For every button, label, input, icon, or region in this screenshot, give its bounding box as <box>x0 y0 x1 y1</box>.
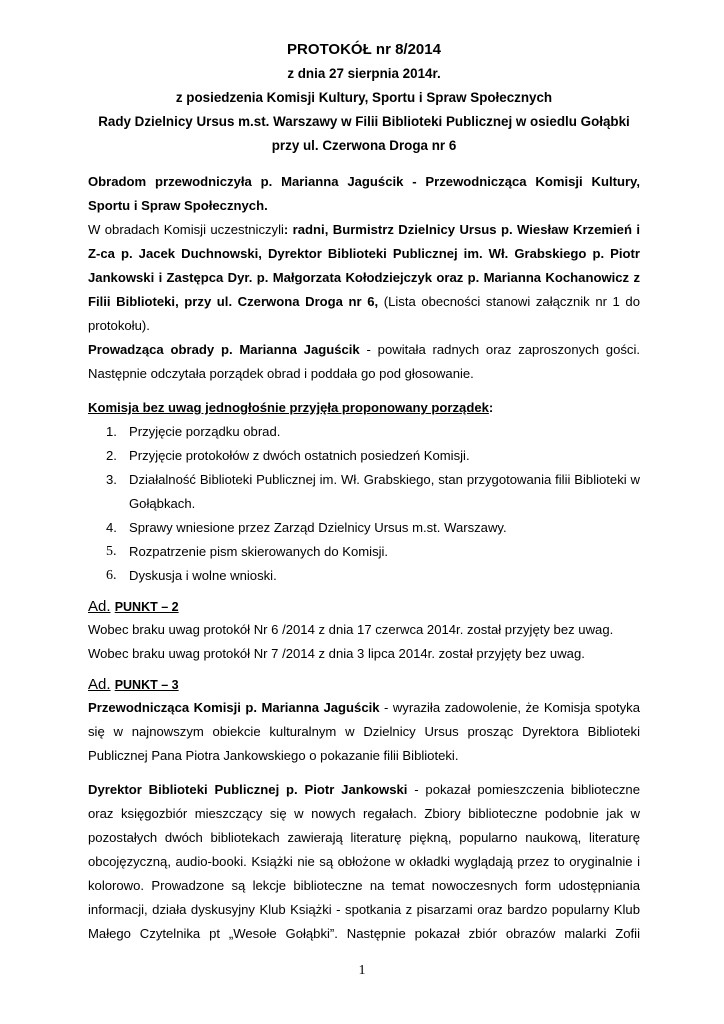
page-number: 1 <box>358 963 366 978</box>
participants-lead: W obradach Komisji uczestniczyli <box>88 222 284 237</box>
agenda-heading <box>88 396 640 420</box>
chair-paragraph: Obradom przewodniczyła p. Marianna Jaguścik - Przewodnicząca Komisji Kultury, Sportu i Spraw Społecznych. <box>88 174 640 213</box>
section-punkt-label: PUNKT – 2 <box>114 600 179 614</box>
punkt-2-line-1: Wobec braku uwag protokół Nr 6 /2014 z dnia 17 czerwca 2014r. został przyjęty bez uwag. <box>88 622 614 637</box>
chair-statement-text: - wyraziła zadowolenie, że Komisja spotyka się w najnowszym obiekcie kulturalnym w Dzielnicy Ursus prosząc Dyrektora Biblioteki Publicznej Pana Piotra Jankowskiego o pokazanie filii Biblioteki. <box>88 700 640 763</box>
section-ad-label: Ad. <box>88 598 111 615</box>
agenda-item <box>88 540 640 564</box>
chair-statement-paragraph <box>88 696 640 768</box>
section-heading-punkt-3 <box>88 674 640 696</box>
document-page <box>88 38 640 946</box>
punkt-2-line-2: Wobec braku uwag protokół Nr 7 /2014 z dnia 3 lipca 2014r. został przyjęty bez uwag. <box>88 646 585 661</box>
director-statement-paragraph <box>88 778 640 946</box>
agenda-item-text: Przyjęcie porządku obrad. <box>129 424 281 439</box>
agenda-item-number: 4. <box>106 520 117 535</box>
protocol-subtitle-1: z posiedzenia Komisji Kultury, Sportu i Spraw Społecznych <box>175 90 553 105</box>
agenda-item <box>88 516 640 540</box>
agenda-item-number: 1. <box>106 424 117 439</box>
protocol-title: PROTOKÓŁ nr 8/2014 <box>287 41 441 58</box>
participants-list: : radni, Burmistrz Dzielnicy Ursus p. Wiesław Krzemień i Z-ca p. Jacek Duchnowski, Dyrektor Biblioteki Publicznej im. Wł. Grabskiego p. Piotr Jankowski i Zastępca Dyr. p. Małgorzata Kołodziejczyk oraz p. Marianna Kochanowicz z Filii Biblioteki, przy ul. Czerwona Droga nr 6, <box>88 222 641 309</box>
participants-paragraph <box>88 218 640 338</box>
agenda-item <box>88 468 640 516</box>
agenda-item-text: Przyjęcie protokołów z dwóch ostatnich posiedzeń Komisji. <box>129 448 470 463</box>
agenda-item-text: Rozpatrzenie pism skierowanych do Komisji. <box>129 544 389 559</box>
agenda-item-text: Sprawy wniesione przez Zarząd Dzielnicy Ursus m.st. Warszawy. <box>129 520 507 535</box>
opening-paragraph <box>88 338 640 386</box>
agenda-list <box>88 420 640 588</box>
opening-lead: Prowadząca obrady p. Marianna Jaguścik <box>88 342 360 357</box>
protocol-subtitle-3: przy ul. Czerwona Droga nr 6 <box>271 138 457 153</box>
opening-text: - powitała radnych oraz zaproszonych gości. Następnie odczytała porządek obrad i poddała go pod głosowanie. <box>88 342 640 381</box>
agenda-heading-text: Komisja bez uwag jednogłośnie przyjęła proponowany porządek <box>88 400 489 415</box>
director-statement-text: - pokazał pomieszczenia biblioteczne oraz księgozbiór mieszczący się w nowych regałach. Zbiory biblioteczne podobnie jak w pozostałych dwóch bibliotekach zawierają literaturę piękną, popularno naukową, literaturę obcojęzyczną, audio-booki. Książki nie są obłożone w okładki wyglądają przez to oryginalnie i kolorowo. Prowadzone są lekcje biblioteczne na temat nowoczesnych form udostępniania informacji, działa dyskusyjny Klub Książki - spotkania z pisarzami oraz bardzo popularny Klub Małego Czytelnika pt „Wesołe Gołąbki”. Następnie pokazał zbiór obrazów malarki Zofii <box>88 782 640 941</box>
section-ad-label: Ad. <box>88 676 111 693</box>
protocol-date: z dnia 27 sierpnia 2014r. <box>287 66 441 81</box>
agenda-heading-colon: : <box>488 400 494 415</box>
agenda-item <box>88 420 640 444</box>
agenda-item-number: 2. <box>106 448 117 463</box>
section-punkt-label: PUNKT – 3 <box>114 678 179 692</box>
attendance-note: (Lista obecności stanowi załącznik nr 1 do protokołu). <box>88 294 640 333</box>
agenda-item <box>88 564 640 588</box>
agenda-item-text: Dyskusja i wolne wnioski. <box>129 568 277 583</box>
section-heading-punkt-2 <box>88 596 640 618</box>
agenda-item <box>88 444 640 468</box>
agenda-item-number: 5. <box>106 544 117 559</box>
director-statement-lead: Dyrektor Biblioteki Publicznej p. Piotr Jankowski <box>88 782 408 797</box>
protocol-subtitle-2: Rady Dzielnicy Ursus m.st. Warszawy w Filii Biblioteki Publicznej w osiedlu Gołąbki <box>98 114 630 129</box>
agenda-item-number: 3. <box>106 472 117 487</box>
chair-statement-lead: Przewodnicząca Komisji p. Marianna Jaguścik <box>88 700 380 715</box>
agenda-item-number: 6. <box>106 568 117 583</box>
agenda-item-text: Działalność Biblioteki Publicznej im. Wł. Grabskiego, stan przygotowania filii Biblioteki w Gołąbkach. <box>129 472 640 511</box>
